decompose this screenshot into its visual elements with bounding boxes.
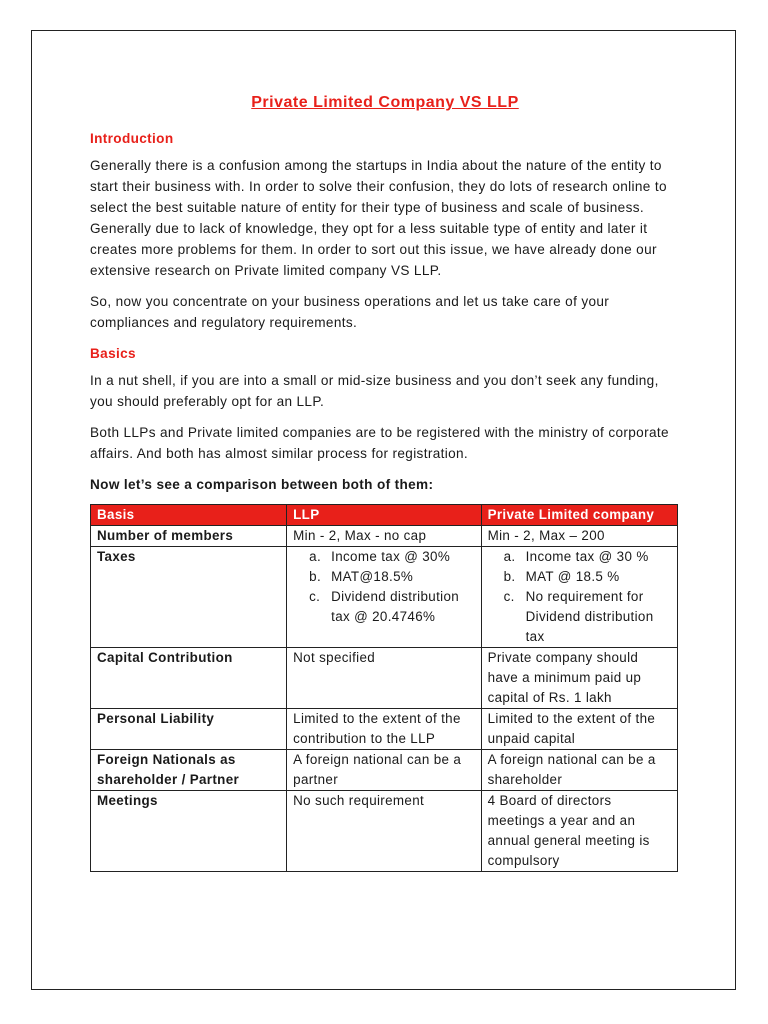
row-capital-pvt: Private company should have a minimum paid up capital of Rs. 1 lakh bbox=[481, 648, 677, 709]
row-members-llp: Min - 2, Max - no cap bbox=[287, 526, 481, 547]
table-row bbox=[91, 547, 678, 648]
table-row bbox=[91, 750, 678, 791]
list-item bbox=[503, 587, 671, 647]
row-liability-llp: Limited to the extent of the contribution to the LLP bbox=[287, 709, 481, 750]
llp-tax-list bbox=[293, 547, 474, 627]
row-taxes-pvt bbox=[481, 547, 677, 648]
basics-paragraph-2: Both LLPs and Private limited companies are to be registered with the ministry of corporate affairs. And both has almost similar process for registration. bbox=[90, 425, 669, 461]
list-item bbox=[309, 567, 474, 587]
row-meetings-basis: Meetings bbox=[91, 791, 287, 872]
row-meetings-pvt: 4 Board of directors meetings a year and an annual general meeting is compulsory bbox=[481, 791, 677, 872]
row-liability-pvt: Limited to the extent of the unpaid capital bbox=[481, 709, 677, 750]
row-liability-basis: Personal Liability bbox=[91, 709, 287, 750]
list-marker: b. bbox=[309, 569, 322, 584]
header-private-limited: Private Limited company bbox=[481, 505, 677, 526]
row-foreign-llp: A foreign national can be a partner bbox=[287, 750, 481, 791]
basics-paragraph-1: In a nut shell, if you are into a small or mid-size business and you don’t seek any funding, you should preferably opt for an LLP. bbox=[90, 373, 659, 409]
row-foreign-pvt: A foreign national can be a shareholder bbox=[481, 750, 677, 791]
basics-heading: Basics bbox=[90, 346, 136, 361]
list-text: Income tax @ 30% bbox=[331, 549, 451, 564]
header-basis: Basis bbox=[91, 505, 287, 526]
list-text: MAT @ 18.5 % bbox=[525, 569, 620, 584]
row-members-pvt: Min - 2, Max – 200 bbox=[481, 526, 677, 547]
list-marker: b. bbox=[503, 569, 516, 584]
table-row bbox=[91, 709, 678, 750]
row-taxes-llp bbox=[287, 547, 481, 648]
list-item bbox=[309, 547, 474, 567]
list-item bbox=[503, 567, 671, 587]
list-text: No requirement for Dividend distribution tax bbox=[525, 589, 654, 644]
pvt-tax-list bbox=[488, 547, 671, 647]
table-row bbox=[91, 648, 678, 709]
intro-paragraph-1: Generally there is a confusion among the startups in India about the nature of the entity to start their business with. In order to solve their confusion, they do lots of research online to select the best suitable nature of entity for their type of business and scale of business. Generally due to lack of knowledge, they opt for a less suitable type of entity and later it creates more problems for them. In order to sort out this issue, we have already done our extensive research on Private limited company VS LLP. bbox=[90, 158, 667, 278]
document-body bbox=[90, 92, 680, 872]
list-item bbox=[309, 587, 474, 627]
list-text: Income tax @ 30 % bbox=[525, 549, 649, 564]
list-text: MAT@18.5% bbox=[331, 569, 414, 584]
list-text: Dividend distribution tax @ 20.4746% bbox=[331, 589, 460, 624]
row-meetings-llp: No such requirement bbox=[287, 791, 481, 872]
page-title: Private Limited Company VS LLP bbox=[251, 94, 519, 111]
header-llp: LLP bbox=[287, 505, 481, 526]
list-marker: c. bbox=[309, 589, 321, 604]
row-capital-llp: Not specified bbox=[287, 648, 481, 709]
row-members-basis: Number of members bbox=[91, 526, 287, 547]
row-foreign-basis: Foreign Nationals as shareholder / Partner bbox=[91, 750, 287, 791]
list-marker: c. bbox=[503, 589, 515, 604]
row-capital-basis: Capital Contribution bbox=[91, 648, 287, 709]
list-marker: a. bbox=[309, 549, 322, 564]
list-item bbox=[503, 547, 671, 567]
table-row bbox=[91, 526, 678, 547]
list-marker: a. bbox=[503, 549, 516, 564]
comparison-table bbox=[90, 504, 678, 872]
intro-paragraph-2: So, now you concentrate on your business operations and let us take care of your compliances and regulatory requirements. bbox=[90, 294, 610, 330]
row-taxes-basis: Taxes bbox=[91, 547, 287, 648]
comparison-lead: Now let’s see a comparison between both of them: bbox=[90, 477, 434, 492]
table-header-row bbox=[91, 505, 678, 526]
introduction-heading: Introduction bbox=[90, 131, 174, 146]
table-row bbox=[91, 791, 678, 872]
